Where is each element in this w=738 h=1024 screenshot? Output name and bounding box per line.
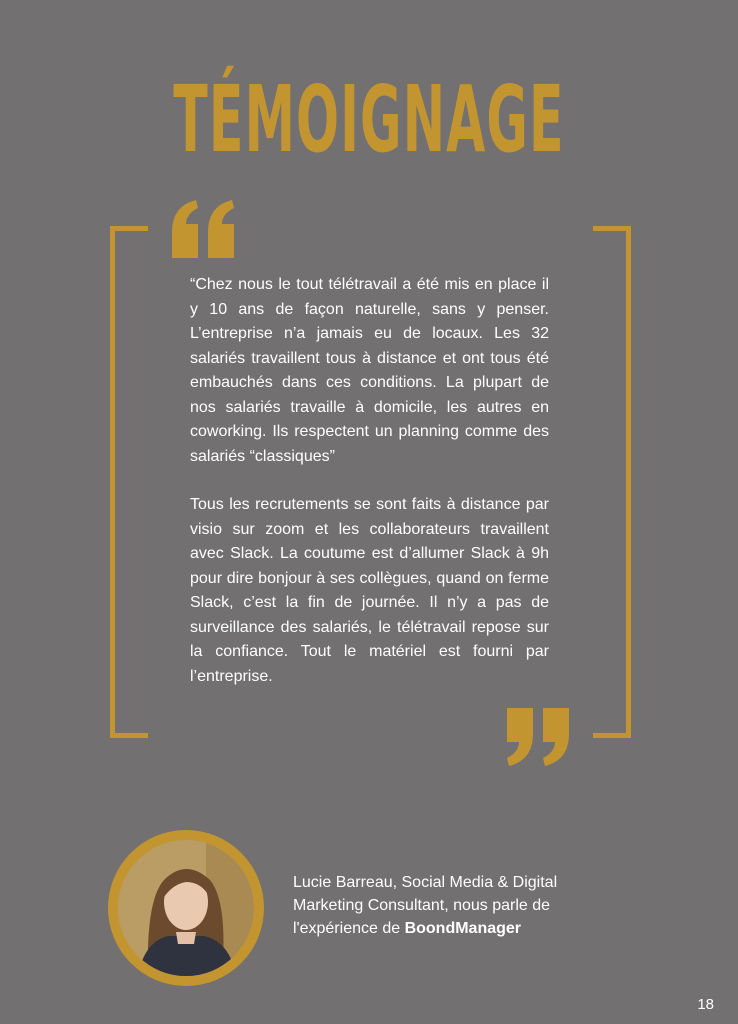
avatar — [108, 830, 264, 986]
attribution — [293, 871, 613, 940]
attribution-text: Lucie Barreau, Social Media & Digital Marketing Consultant, nous parle de l'expérience de — [293, 874, 558, 937]
avatar-photo — [118, 840, 254, 976]
open-quote-icon — [168, 198, 238, 260]
quote-paragraph: Tous les recrutements se sont faits à distance par visio sur zoom et les collaborateurs travaillent avec Slack. La coutume est d’allumer Slack à 9h pour dire bonjour à ses collègues, quand on ferme Slack, c’est la fin de journée. Il n’y a pas de surveillance des salariés, le télétravail repose sur la confiance. Tout le matériel est fourni par l’entreprise. — [190, 496, 549, 685]
company-name: BoondManager — [404, 920, 522, 937]
close-quote-icon — [503, 706, 573, 768]
quote-paragraph: “Chez nous le tout télétravail a été mis en place il y 10 ans de façon naturelle, sans y penser. L’entreprise n’a jamais eu de locaux. Les 32 salariés travaillent tous à distance et ont tous été embauchés dans ces conditions. La plupart de nos salariés travaille à domicile, les autres en coworking. Ils respectent un planning comme des salariés “classiques” — [190, 276, 549, 465]
page-number: 18 — [697, 996, 714, 1013]
left-bracket — [110, 226, 148, 738]
page-title: TÉMOIGNAGE — [173, 66, 565, 173]
testimonial-quote — [190, 273, 549, 713]
right-bracket — [593, 226, 631, 738]
